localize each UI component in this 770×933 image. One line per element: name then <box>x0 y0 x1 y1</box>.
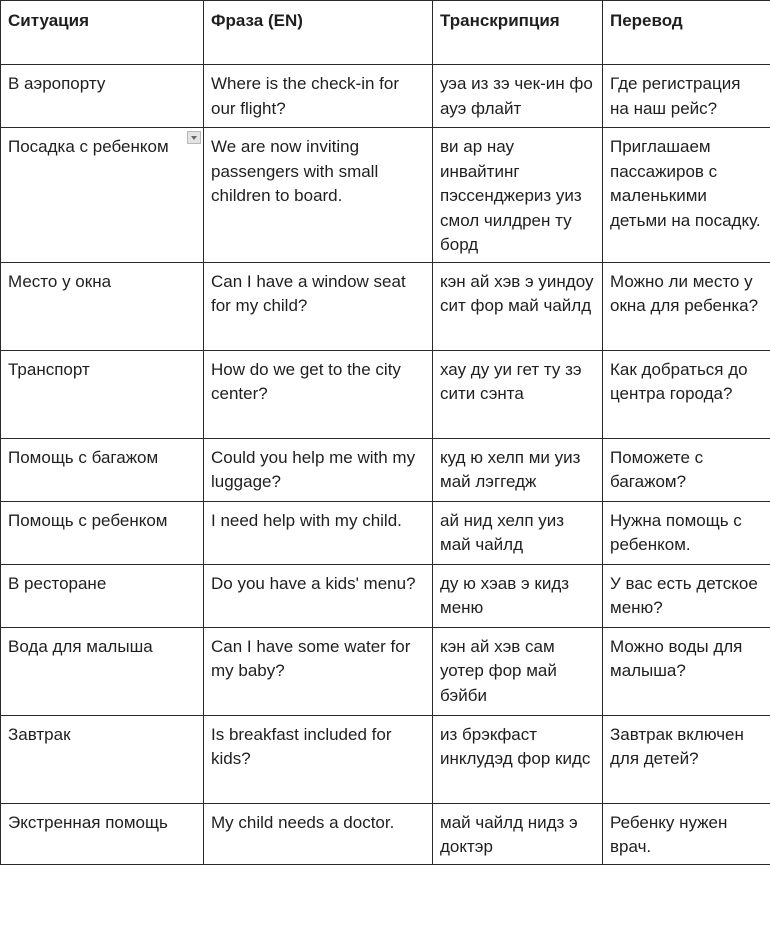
header-transcription: Транскрипция <box>433 1 603 65</box>
cell-translation[interactable]: У вас есть детское меню? <box>603 564 770 627</box>
table-row <box>1 803 770 864</box>
table-row <box>1 262 770 350</box>
cell-phrase[interactable]: Do you have a kids' menu? <box>204 564 433 627</box>
cell-situation[interactable]: Экстренная помощь <box>1 803 204 864</box>
cell-translation[interactable]: Приглашаем пассажиров с маленькими детьми на посадку. <box>603 128 770 263</box>
cell-phrase[interactable]: Can I have a window seat for my child? <box>204 262 433 350</box>
table-row <box>1 128 770 263</box>
table-row <box>1 627 770 715</box>
cell-phrase[interactable]: Is breakfast included for kids? <box>204 715 433 803</box>
cell-situation[interactable]: Помощь с ребенком <box>1 501 204 564</box>
cell-transcription[interactable]: май чайлд нидз э доктэр <box>433 803 603 864</box>
cell-transcription[interactable]: кэн ай хэв сам уотер фор май бэйби <box>433 627 603 715</box>
table-row <box>1 501 770 564</box>
cell-translation[interactable]: Можно ли место у окна для ребенка? <box>603 262 770 350</box>
cell-translation[interactable]: Завтрак включен для детей? <box>603 715 770 803</box>
table-row <box>1 438 770 501</box>
cell-situation[interactable] <box>1 128 204 263</box>
cell-translation[interactable]: Ребенку нужен врач. <box>603 803 770 864</box>
cell-transcription[interactable]: из брэкфаст инклудэд фор кидс <box>433 715 603 803</box>
table-row <box>1 350 770 438</box>
cell-situation[interactable]: Вода для малыша <box>1 627 204 715</box>
header-phrase-en: Фраза (EN) <box>204 1 433 65</box>
header-situation: Ситуация <box>1 1 204 65</box>
cell-phrase[interactable]: Can I have some water for my baby? <box>204 627 433 715</box>
cell-situation[interactable]: Завтрак <box>1 715 204 803</box>
header-translation: Перевод <box>603 1 770 65</box>
cell-situation[interactable]: В аэропорту <box>1 65 204 128</box>
cell-translation[interactable]: Как добраться до центра города? <box>603 350 770 438</box>
cell-dropdown-icon[interactable] <box>187 131 201 144</box>
cell-phrase[interactable]: My child needs a doctor. <box>204 803 433 864</box>
cell-situation-text: Посадка с ребенком <box>8 137 169 156</box>
cell-situation[interactable]: Транспорт <box>1 350 204 438</box>
cell-phrase[interactable]: We are now inviting passengers with small children to board. <box>204 128 433 263</box>
cell-translation[interactable]: Нужна помощь с ребенком. <box>603 501 770 564</box>
table-header-row <box>1 1 770 65</box>
cell-transcription[interactable]: куд ю хелп ми уиз май лэггедж <box>433 438 603 501</box>
cell-phrase[interactable]: I need help with my child. <box>204 501 433 564</box>
cell-translation[interactable]: Можно воды для малыша? <box>603 627 770 715</box>
cell-transcription[interactable]: хау ду уи гет ту зэ сити сэнта <box>433 350 603 438</box>
cell-phrase[interactable]: How do we get to the city center? <box>204 350 433 438</box>
cell-translation[interactable]: Поможете с багажом? <box>603 438 770 501</box>
cell-phrase[interactable]: Where is the check-in for our flight? <box>204 65 433 128</box>
cell-transcription[interactable]: уэа из зэ чек-ин фо ауэ флайт <box>433 65 603 128</box>
cell-transcription[interactable]: ай нид хелп уиз май чайлд <box>433 501 603 564</box>
cell-situation[interactable]: В ресторане <box>1 564 204 627</box>
cell-transcription[interactable]: ду ю хэав э кидз меню <box>433 564 603 627</box>
cell-transcription[interactable]: ви ар нау инвайтинг пэссенджериз уиз смол чилдрен ту борд <box>433 128 603 263</box>
table-row <box>1 715 770 803</box>
cell-phrase[interactable]: Could you help me with my luggage? <box>204 438 433 501</box>
cell-situation[interactable]: Помощь с багажом <box>1 438 204 501</box>
cell-translation[interactable]: Где регистрация на наш рейс? <box>603 65 770 128</box>
cell-situation[interactable]: Место у окна <box>1 262 204 350</box>
table-row <box>1 65 770 128</box>
cell-transcription[interactable]: кэн ай хэв э уиндоу сит фор май чайлд <box>433 262 603 350</box>
table-row <box>1 564 770 627</box>
